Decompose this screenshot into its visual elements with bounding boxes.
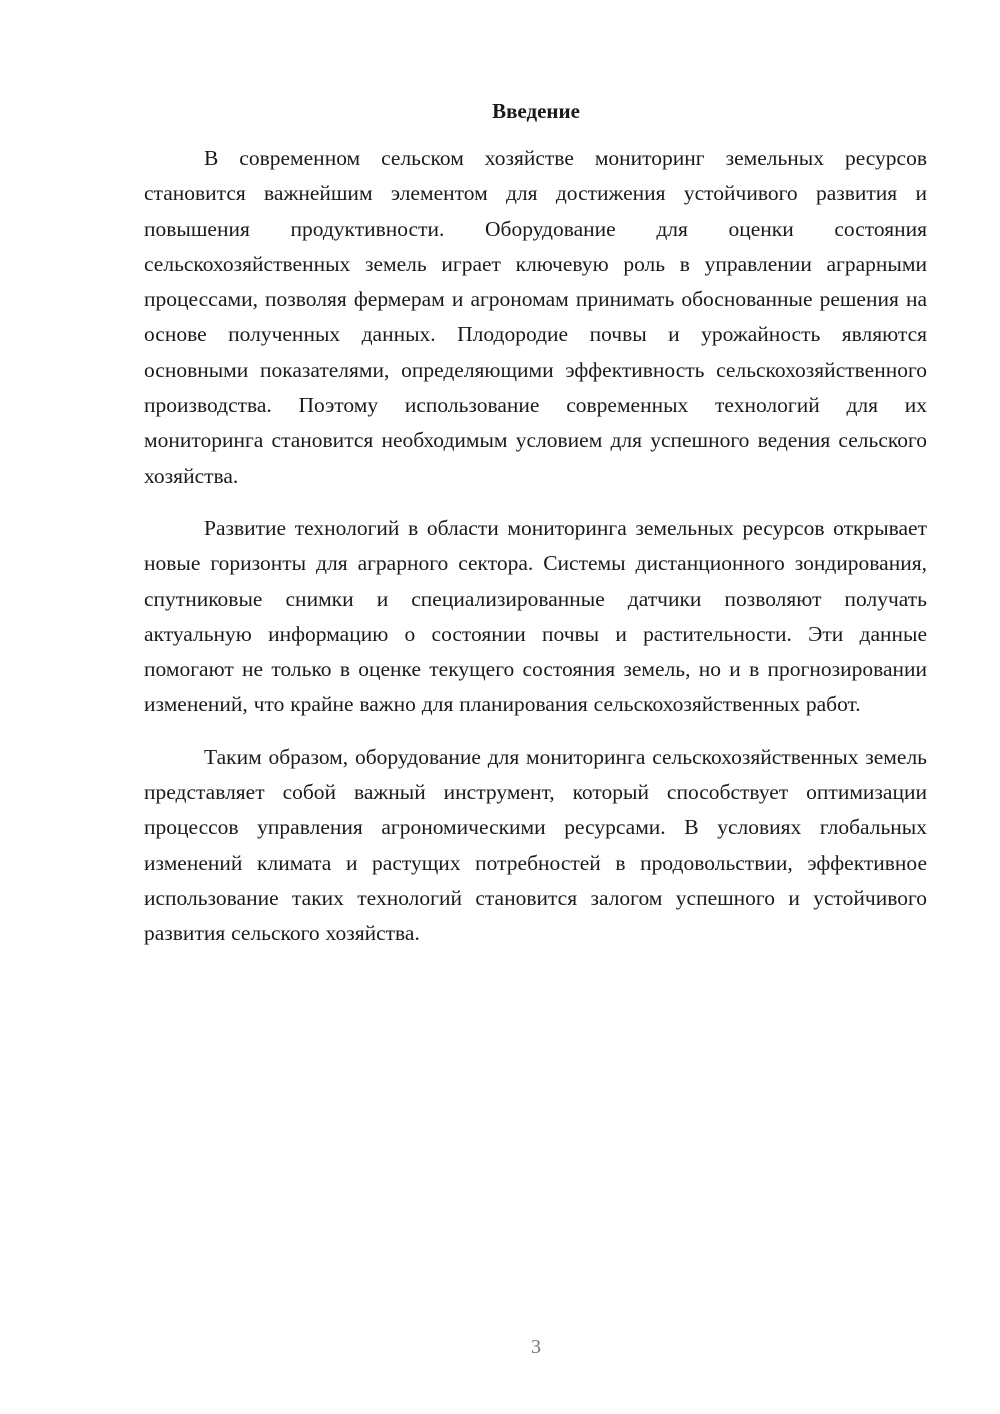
section-title: Введение <box>492 99 580 123</box>
paragraph-1: В современном сельском хозяйстве мониторинг земельных ресурсов становится важнейшим элементом для достижения устойчивого развития и повышения продуктивности. Оборудование для оценки состояния сельскохозяйственных земель играет ключевую роль в управлении аграрными процессами, позволяя фермерам и агрономам принимать обоснованные решения на основе полученных данных. Плодородие почвы и урожайность являются основными показателями, определяющими эффективность сельскохозяйственного производства. Поэтому использование современных технологий для их мониторинга становится необходимым условием для успешного ведения сельского хозяйства. <box>144 146 927 488</box>
paragraph-2: Развитие технологий в области мониторинга земельных ресурсов открывает новые горизонты для аграрного сектора. Системы дистанционного зондирования, спутниковые снимки и специализированные датчики позволяют получать актуальную информацию о состоянии почвы и растительности. Эти данные помогают не только в оценке текущего состояния земель, но и в прогнозировании изменений, что крайне важно для планирования сельскохозяйственных работ. <box>144 515 927 717</box>
page-number: 3 <box>531 1336 541 1358</box>
paragraph-3: Таким образом, оборудование для мониторинга сельскохозяйственных земель представляет собой важный инструмент, который способствует оптимизации процессов управления агрономическими ресурсами. В условиях глобальных изменений климата и растущих потребностей в продовольствии, эффективное использование таких технологий становится залогом успешного и устойчивого развития сельского хозяйства. <box>144 744 927 946</box>
body-text <box>144 141 927 969</box>
